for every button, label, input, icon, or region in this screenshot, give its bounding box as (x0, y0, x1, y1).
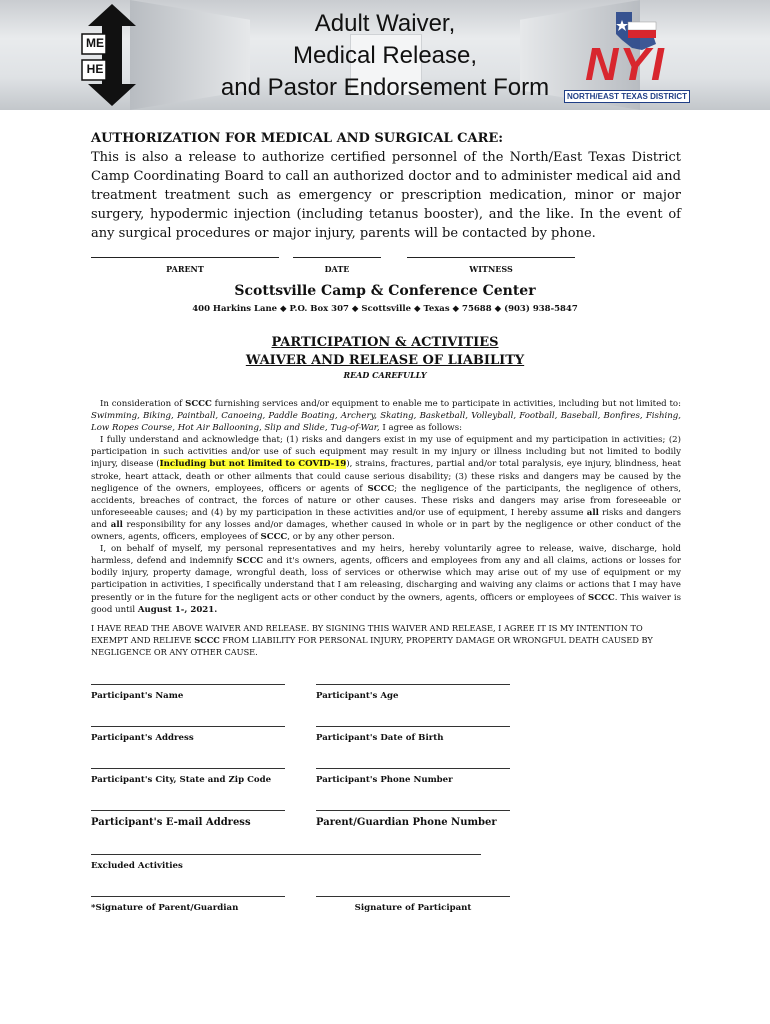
participant-email-label: Participant's E-mail Address (91, 817, 251, 828)
activities-list: Swimming, Biking, Paintball, Canoeing, Paddle Boating, Archery, Skating, Basketball, Volleyball, Football, Baseball, Bonfires, Fishing, Low Ropes Course, Hot Air Ballooning, Slip and Slide, Tug-of-War, (91, 411, 681, 434)
parent-label: PARENT (166, 264, 204, 274)
participant-name-field[interactable] (91, 684, 285, 701)
guardian-signature-field[interactable] (91, 896, 285, 913)
authorization-section (91, 129, 681, 243)
authorization-heading: AUTHORIZATION FOR MEDICAL AND SURGICAL CARE: (91, 131, 504, 146)
participant-age-field[interactable] (316, 684, 510, 701)
waiver-paragraph-3: I, on behalf of myself, my personal representatives and my heirs, hereby voluntarily agree to release, waive, discharge, hold harmless, defend and indemnify SCCC and it's owners, agents, officers and employees from any and all claims, actions or losses for bodily injury, property damage, wrongful death, loss of services or otherwise which may arise out of my use of equipment or my participation in activities, I specifically understand that I am releasing, discharging and waiving any claims or actions that I may have presently or in the future for the negligent acts or other conduct by the owners, agents, officers or employees of SCCC. This waiver is good until August 1-, 2021. (91, 544, 682, 615)
logo-me-text: ME (86, 36, 104, 50)
date-label: DATE (324, 264, 350, 274)
participant-address-field[interactable] (91, 726, 285, 743)
title-line-3: and Pastor Endorsement Form (220, 74, 550, 101)
read-carefully: READ CAREFULLY (343, 370, 427, 380)
participant-name-label: Participant's Name (91, 691, 184, 701)
title-line-2: Medical Release, (292, 42, 478, 69)
header-banner (0, 0, 770, 110)
participant-signature-field[interactable] (316, 896, 510, 913)
guardian-phone-label: Parent/Guardian Phone Number (316, 817, 497, 828)
waiver-paragraph-2: I fully understand and acknowledge that; (1) risks and dangers exist in my use of equipment and my participation in activities; (2) participation in such activities and/or use of such equipment may result in my injury or illness including but not limited to bodily injury, disease (Including but not limited to COVID-19), strains, fractures, partial and/or total paralysis, eye injury, blindness, heat stroke, heart attack, death or other ailments that could cause serious disability; (3) these risks and dangers may be caused by the negligence of the owners, employees, officers or agents of SCCC; the negligence of the participants, the negligence of others, accidents, breaches of contract, the forces of nature or other causes. These risks and dangers may arise from foreseeable or unforeseeable causes; and (4) by my participation in these activities and/or use of equipment, I hereby assume all risks and dangers and all responsibility for any losses and/or damages, whether caused in whole or in part by the negligence or other conduct of the owners, agents, officers, employees of SCCC, or by any other person. (91, 435, 682, 543)
witness-signature-line[interactable] (407, 257, 575, 274)
camp-address: 400 Harkins Lane ◆ P.O. Box 307 ◆ Scottsville ◆ Texas ◆ 75688 ◆ (903) 938-5847 (192, 304, 578, 314)
waiver-body (91, 398, 681, 616)
authorization-text: This is also a release to authorize certified personnel of the North/East Texas District Camp Coordinating Board to call an authorized doctor and to administer medical aid and treatment treatment such as emergency or prescription medication, minor or major surgery, hypodermic injection (including tetanus booster), and the like. In the event of any surgical procedures or major injury, parents will be contacted by phone. (91, 150, 681, 241)
participant-dob-field[interactable] (316, 726, 510, 743)
camp-info (0, 283, 770, 314)
waiver-expiry: August 1-, 2021. (137, 604, 218, 615)
participant-signature-label: Signature of Participant (354, 903, 472, 913)
date-signature-line[interactable] (293, 257, 381, 274)
participant-city-label: Participant's City, State and Zip Code (91, 775, 272, 785)
participant-dob-label: Participant's Date of Birth (316, 733, 444, 743)
excluded-activities-field[interactable] (91, 854, 481, 871)
waiver-heading-2: WAIVER AND RELEASE OF LIABILITY (245, 353, 525, 368)
witness-label: WITNESS (469, 264, 513, 274)
participant-phone-label: Participant's Phone Number (316, 775, 453, 785)
guardian-phone-field[interactable] (316, 810, 510, 828)
nyi-logo-text: NYI (585, 38, 665, 90)
participant-city-field[interactable] (91, 768, 285, 785)
acknowledgement-text: I HAVE READ THE ABOVE WAIVER AND RELEASE. BY SIGNING THIS WAIVER AND RELEASE, I AGREE IT IS MY INTENTION TO EXEMPT AND RELIEVE SCCC FROM LIABILITY FOR PERSONAL INJURY, PROPERTY DAMAGE OR WRONGFUL DEATH CAUSED BY NEGLIGENCE OR ANY OTHER CAUSE. (91, 623, 653, 658)
participant-phone-field[interactable] (316, 768, 510, 785)
parent-signature-line[interactable] (91, 257, 279, 274)
covid-highlight: Including but not limited to COVID-19 (159, 459, 347, 470)
logo-he-text: HE (86, 62, 104, 76)
participant-age-label: Participant's Age (316, 691, 399, 701)
waiver-heading-1: PARTICIPATION & ACTIVITIES (271, 335, 499, 350)
waiver-paragraph-1: In consideration of SCCC furnishing services and/or equipment to enable me to participate in activities, including but not limited to: Swimming, Biking, Paintball, Canoeing, Paddle Boating, Archery, Skating, Basketball, Volleyball, Football, Baseball, Bonfires, Fishing, Low Ropes Course, Hot Air Ballooning, Slip and Slide, Tug-of-War, I agree as follows: (91, 399, 682, 434)
excluded-activities-label: Excluded Activities (91, 861, 183, 871)
guardian-signature-label: *Signature of Parent/Guardian (91, 903, 239, 913)
participant-email-field[interactable] (91, 810, 285, 828)
title-line-1: Adult Waiver, (314, 10, 456, 37)
waiver-heading (0, 334, 770, 370)
participant-address-label: Participant's Address (91, 733, 194, 743)
district-label: NORTH/EAST TEXAS DISTRICT (564, 90, 690, 103)
camp-name: Scottsville Camp & Conference Center (234, 283, 536, 299)
